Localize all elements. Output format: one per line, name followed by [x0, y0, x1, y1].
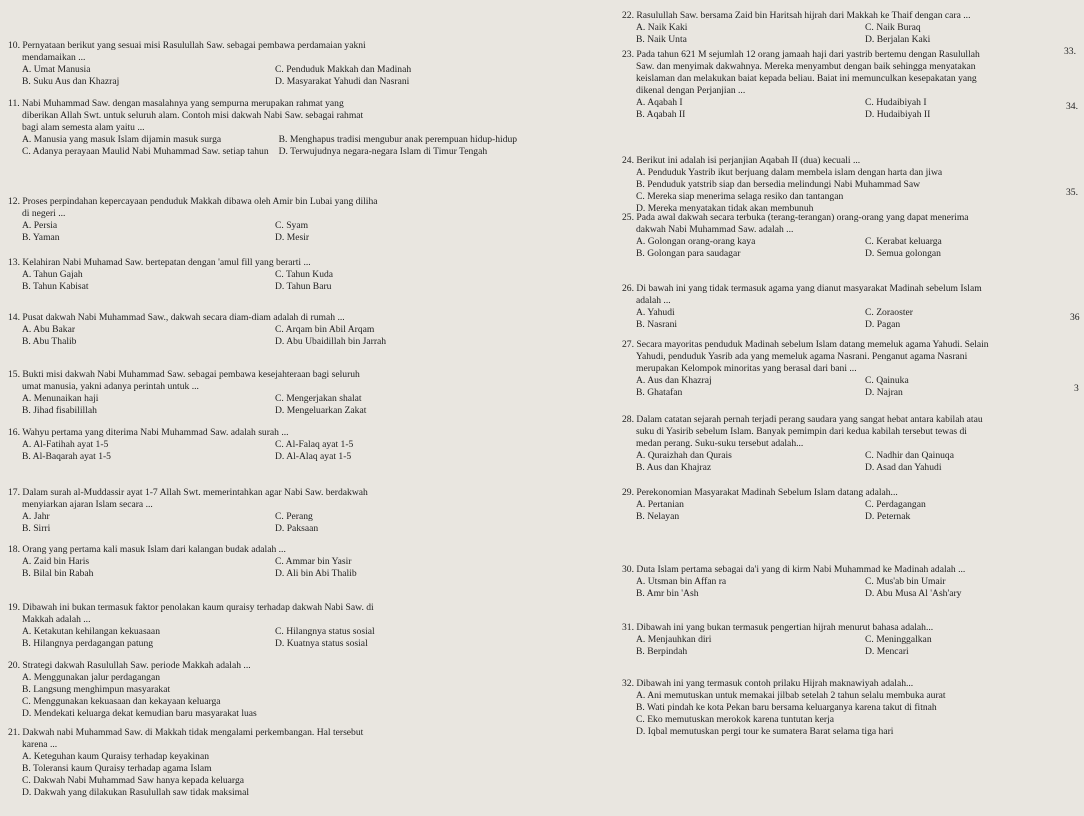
question-text: 15. Bukti misi dakwah Nabi Muhammad Saw. sebagai pembawa kesejahteraan bagi seluruh [8, 369, 360, 380]
question-text: karena ... [22, 738, 58, 750]
answer-options [8, 626, 518, 650]
answer-option[interactable]: C. Arqam bin Abil Arqam [275, 323, 375, 335]
question-text: Saw. dan menyimak dakwahnya. Mereka menyambut dengan baik sehingga menyatakan [636, 60, 976, 72]
answer-option[interactable]: C. Eko memutuskan merokok karena tuntutan kerja [636, 713, 834, 725]
question-text: Yahudi, penduduk Yasrib ada yang memeluk agama Nasrani. Penganut agama Nasrani [636, 350, 968, 362]
question-text: 21. Dakwah nabi Muhammad Saw. di Makkah tidak mengalami perkembangan. Hal tersebut [8, 727, 364, 738]
question-text: bagi alam semesta alam yaitu ... [22, 121, 145, 133]
answer-option[interactable]: A. Jahr [22, 510, 50, 522]
answer-options [622, 307, 1084, 331]
answer-option[interactable]: A. Tahun Gajah [22, 268, 83, 280]
question-q28 [622, 414, 1084, 474]
question-q14 [8, 312, 518, 348]
question-text: 26. Di bawah ini yang tidak termasuk agama yang dianut masyarakat Madinah sebelum Islam [622, 283, 982, 294]
question-text: 11. Nabi Muhammad Saw. dengan masalahnya yang sempurna merupakan rahmat yang [8, 98, 344, 109]
answer-option[interactable]: C. Hilangnya status sosial [275, 625, 375, 637]
question-q13 [8, 257, 518, 293]
answer-option[interactable]: C. Perang [275, 510, 313, 522]
question-text: 22. Rasulullah Saw. bersama Zaid bin Haritsah hijrah dari Makkah ke Thaif dengan cara ... [622, 10, 971, 21]
question-q29 [622, 487, 1084, 523]
question-text: medan perang. Suku-suku tersebut adalah... [636, 437, 804, 449]
answer-options [622, 634, 1084, 658]
answer-option[interactable]: B. Tahun Kabisat [22, 280, 89, 292]
answer-option[interactable]: B. Aus dan Khajraz [636, 461, 712, 473]
answer-options [622, 450, 1084, 474]
margin-number: 36 [1070, 312, 1080, 323]
question-text: 28. Dalam catatan sejarah pernah terjadi perang saudara yang sangat hebat antara kabilah atau [622, 414, 983, 425]
answer-option[interactable]: A. Penduduk Yastrib ikut berjuang dalam membela islam dengan harta dan jiwa [636, 166, 943, 178]
margin-number: 34. [1066, 101, 1078, 112]
answer-option[interactable]: D. Pagan [865, 318, 901, 330]
answer-option[interactable]: A. Utsman bin Affan ra [636, 575, 727, 587]
answer-option[interactable]: C. Penduduk Makkah dan Madinah [275, 63, 412, 75]
question-q17 [8, 487, 518, 535]
answer-option[interactable]: D. Kuatnya status sosial [275, 637, 368, 649]
answer-option[interactable]: C. Kerabat keluarga [865, 235, 942, 247]
question-text: 25. Pada awal dakwah secara terbuka (terang-terangan) orang-orang yang dapat menerima [622, 212, 969, 223]
answer-option[interactable]: D. Najran [865, 386, 903, 398]
answer-options [8, 269, 518, 293]
question-text: 29. Perekonomian Masyarakat Madinah Sebelum Islam datang adalah... [622, 487, 898, 498]
answer-option[interactable]: A. Umat Manusia [22, 63, 91, 75]
question-q32 [622, 678, 1084, 738]
answer-option[interactable]: B. Naik Unta [636, 33, 687, 45]
question-text: dikenal dengan Perjanjian ... [636, 84, 746, 96]
question-q31 [622, 622, 1084, 658]
answer-option[interactable]: D. Mencari [865, 645, 909, 657]
answer-option[interactable]: B. Wati pindah ke kota Pekan baru bersama keluarganya karena takut di fitnah [636, 701, 937, 713]
answer-options [8, 511, 518, 535]
answer-options [8, 324, 518, 348]
answer-option[interactable]: D. Paksaan [275, 522, 319, 534]
answer-option[interactable]: C. Hudaibiyah I [865, 96, 927, 108]
answer-option[interactable]: D. Mengeluarkan Zakat [275, 404, 367, 416]
answer-option[interactable]: D. Tahun Baru [275, 280, 332, 292]
answer-option[interactable]: B. Langsung menghimpun masyarakat [22, 683, 171, 695]
question-q10 [8, 40, 518, 88]
question-text: menyiarkan ajaran Islam secara ... [22, 498, 153, 510]
question-q25 [622, 212, 1084, 260]
answer-option[interactable]: A. Persia [22, 219, 58, 231]
answer-option[interactable]: C. Meninggalkan [865, 633, 932, 645]
answer-option[interactable]: C. Al-Falaq ayat 1-5 [275, 438, 354, 450]
answer-option[interactable]: A. Golongan orang-orang kaya [636, 235, 756, 247]
question-text: 24. Berikut ini adalah isi perjanjian Aqabah II (dua) kecuali ... [622, 155, 861, 166]
answer-option[interactable]: B. Jihad fisabilillah [22, 404, 97, 416]
answer-option[interactable]: D. Peternak [865, 510, 911, 522]
question-q24 [622, 155, 1084, 215]
answer-option[interactable]: D. Abu Ubaidillah bin Jarrah [275, 335, 387, 347]
answer-option[interactable]: C. Dakwah Nabi Muhammad Saw hanya kepada keluarga [22, 774, 245, 786]
question-text: 18. Orang yang pertama kali masuk Islam dari kalangan budak adalah ... [8, 544, 286, 555]
answer-option[interactable]: B. Berpindah [636, 645, 688, 657]
answer-option[interactable]: A. Ketakutan kehilangan kekuasaan [22, 625, 160, 637]
answer-options [8, 556, 518, 580]
answer-option[interactable]: D. Asad dan Yahudi [865, 461, 942, 473]
answer-option[interactable]: C. Syam [275, 219, 309, 231]
answer-option[interactable]: D. Mesir [275, 231, 310, 243]
margin-number: 35. [1066, 187, 1078, 198]
answer-option[interactable]: B. Bilal bin Rabah [22, 567, 94, 579]
answer-option[interactable]: D. Abu Musa Al 'Ash'ary [865, 587, 962, 599]
question-q19 [8, 602, 518, 650]
answer-options [8, 393, 518, 417]
answer-option[interactable]: D. Mereka menyatakan tidak akan membunuh [636, 202, 814, 214]
question-text: Makkah adalah ... [22, 613, 91, 625]
answer-option[interactable]: A. Al-Fatihah ayat 1-5 [22, 438, 109, 450]
answer-options [622, 236, 1084, 260]
question-q11 [8, 98, 518, 158]
margin-number: 3 [1074, 383, 1079, 394]
answer-option[interactable]: D. Hudaibiyah II [865, 108, 931, 120]
answer-option[interactable]: B. Al-Baqarah ayat 1-5 [22, 450, 111, 462]
question-text: 13. Kelahiran Nabi Muhamad Saw. bertepatan dengan 'amul fill yang berarti ... [8, 257, 311, 268]
answer-option[interactable]: A. Menggunakan jalur perdagangan [22, 671, 160, 683]
answer-option[interactable]: A. Zaid bin Haris [22, 555, 90, 567]
answer-option[interactable]: A. Ani memutuskan untuk memakai jilbab setelah 2 tahun selalu membuka aurat [636, 689, 946, 701]
answer-option[interactable]: B. Nasrani [636, 318, 678, 330]
answer-option[interactable]: D. Ali bin Abi Thalib [275, 567, 357, 579]
answer-option[interactable]: B. Toleransi kaum Quraisy terhadap agama Islam [22, 762, 212, 774]
answer-options [622, 22, 1084, 46]
answer-options [8, 134, 518, 158]
answer-option[interactable]: D. Iqbal memutuskan pergi tour ke sumatera Barat selama tiga hari [636, 725, 894, 737]
answer-option[interactable]: A. Keteguhan kaum Quraisy terhadap keyakinan [22, 750, 210, 762]
question-text: adalah ... [636, 294, 671, 306]
question-text: 30. Duta Islam pertama sebagai da'i yang di kirm Nabi Muhammad ke Madinah adalah ... [622, 564, 966, 575]
answer-options [622, 375, 1084, 399]
answer-option[interactable]: C. Mengerjakan shalat [275, 392, 362, 404]
answer-option[interactable]: D. Al-Alaq ayat 1-5 [275, 450, 352, 462]
answer-option[interactable]: A. Manusia yang masuk Islam dijamin masuk surga [22, 133, 222, 145]
answer-option[interactable]: B. Abu Thalib [22, 335, 77, 347]
answer-option[interactable]: B. Hilangnya perdagangan patung [22, 637, 154, 649]
margin-number: 33. [1064, 46, 1076, 57]
question-text: diberikan Allah Swt. untuk seluruh alam. Contoh misi dakwah Nabi Saw. sebagai rahmat [22, 109, 364, 121]
question-q20 [8, 660, 518, 720]
answer-option[interactable]: C. Adanya perayaan Maulid Nabi Muhammad Saw. setiap tahun [22, 145, 269, 157]
answer-option[interactable]: C. Nadhir dan Qainuqa [865, 449, 954, 461]
question-q26 [622, 283, 1084, 331]
answer-option[interactable]: A. Naik Kaki [636, 21, 688, 33]
answer-option[interactable]: D. Terwujudnya negara-negara Islam di Timur Tengah [278, 145, 488, 157]
answer-option[interactable]: A. Quraizhah dan Qurais [636, 449, 732, 461]
answer-option[interactable]: C. Ammar bin Yasir [275, 555, 352, 567]
question-q27 [622, 339, 1084, 399]
answer-option[interactable]: A. Aqabah I [636, 96, 683, 108]
question-text: dakwah Nabi Muhammad Saw. adalah ... [636, 223, 794, 235]
answer-option[interactable]: A. Abu Bakar [22, 323, 76, 335]
answer-option[interactable]: B. Sirri [22, 522, 51, 534]
answer-option[interactable]: C. Menggunakan kekuasaan dan kekayaan keluarga [22, 695, 221, 707]
question-q15 [8, 369, 518, 417]
question-text: keislaman dan melakukan baiat kepada beliau. Baiat ini memunculkan kesepakatan yang [636, 72, 977, 84]
answer-options [622, 499, 1084, 523]
question-text: 17. Dalam surah al-Muddassir ayat 1-7 Allah Swt. memerintahkan agar Nabi Saw. berdakwah [8, 487, 368, 498]
question-text: umat manusia, yakni adanya perintah untuk ... [22, 380, 199, 392]
answer-option[interactable]: C. Zoraoster [865, 306, 913, 318]
question-text: 14. Pusat dakwah Nabi Muhammad Saw., dakwah secara diam-diam adalah di rumah ... [8, 312, 345, 323]
answer-option[interactable]: C. Tahun Kuda [275, 268, 334, 280]
answer-option[interactable]: B. Nelayan [636, 510, 680, 522]
question-q18 [8, 544, 518, 580]
answer-option[interactable]: B. Yaman [22, 231, 60, 243]
answer-option[interactable]: D. Berjalan Kaki [865, 33, 931, 45]
question-q30 [622, 564, 1084, 600]
answer-option[interactable]: B. Menghapus tradisi mengubur anak perempuan hidup-hidup [278, 133, 518, 145]
answer-option[interactable]: C. Naik Buraq [865, 21, 921, 33]
answer-option[interactable]: B. Golongan para saudagar [636, 247, 741, 259]
answer-option[interactable]: D. Mendekati keluarga dekat kemudian baru masyarakat luas [22, 707, 257, 719]
answer-options [622, 97, 1084, 121]
question-text: mendamaikan ... [22, 51, 86, 63]
answer-option[interactable]: B. Amr bin 'Ash [636, 587, 699, 599]
answer-option[interactable]: B. Suku Aus dan Khazraj [22, 75, 120, 87]
question-q12 [8, 196, 518, 244]
question-text: 12. Proses perpindahan kepercayaan penduduk Makkah dibawa oleh Amir bin Lubai yang diliha [8, 196, 378, 207]
question-text: 16. Wahyu pertama yang diterima Nabi Muhammad Saw. adalah surah ... [8, 427, 289, 438]
question-text: 27. Secara mayoritas penduduk Madinah sebelum Islam datang memeluk agama Yahudi. Selain [622, 339, 989, 350]
answer-option[interactable]: B. Ghatafan [636, 386, 683, 398]
answer-option[interactable]: C. Mereka siap menerima selaga resiko dan tantangan [636, 190, 844, 202]
answer-options [622, 576, 1084, 600]
question-text: 31. Dibawah ini yang bukan termasuk pengertian hijrah menurut bahasa adalah... [622, 622, 934, 633]
answer-option[interactable]: C. Perdagangan [865, 498, 926, 510]
answer-option[interactable]: B. Aqabah II [636, 108, 686, 120]
answer-options [8, 64, 518, 88]
answer-options [8, 439, 518, 463]
question-text: 19. Dibawah ini bukan termasuk faktor penolakan kaum quraisy terhadap dakwah Nabi Saw. di [8, 602, 374, 613]
answer-option[interactable]: B. Penduduk yatstrib siap dan bersedia melindungi Nabi Muhammad Saw [636, 178, 921, 190]
answer-option[interactable]: C. Mus'ab bin Umair [865, 575, 946, 587]
answer-option[interactable]: D. Semua golongan [865, 247, 941, 259]
question-text: di negeri ... [22, 207, 66, 219]
question-text: 23. Pada tahun 621 M sejumlah 12 orang jamaah haji dari yastrib bertemu dengan Rasulullah [622, 49, 980, 60]
answer-options [8, 220, 518, 244]
answer-option[interactable]: A. Pertanian [636, 498, 684, 510]
question-text: 20. Strategi dakwah Rasulullah Saw. periode Makkah adalah ... [8, 660, 251, 671]
question-q23 [622, 49, 1084, 121]
question-q22 [622, 10, 1084, 46]
answer-option[interactable]: A. Menunaikan haji [22, 392, 99, 404]
question-text: merupakan Kelompok minoritas yang berasal dari bani ... [636, 362, 857, 374]
answer-option[interactable]: A. Yahudi [636, 306, 675, 318]
answer-option[interactable]: C. Qainuka [865, 374, 909, 386]
answer-option[interactable]: A. Menjauhkan diri [636, 633, 712, 645]
question-text: 32. Dibawah ini yang termasuk contoh prilaku Hijrah maknawiyah adalah... [622, 678, 914, 689]
question-text: 10. Pernyataan berikut yang sesuai misi Rasulullah Saw. sebagai pembawa perdamaian yakni [8, 40, 366, 51]
answer-option[interactable]: D. Masyarakat Yahudi dan Nasrani [275, 75, 410, 87]
question-q21 [8, 727, 518, 799]
question-text: suku di Yasirib sebelum Islam. Banyak pemimpin dari kedua kabilah tersebut tewas di [636, 425, 967, 437]
question-q16 [8, 427, 518, 463]
answer-option[interactable]: D. Dakwah yang dilakukan Rasulullah saw tidak maksimal [22, 786, 250, 798]
answer-option[interactable]: A. Aus dan Khazraj [636, 374, 712, 386]
